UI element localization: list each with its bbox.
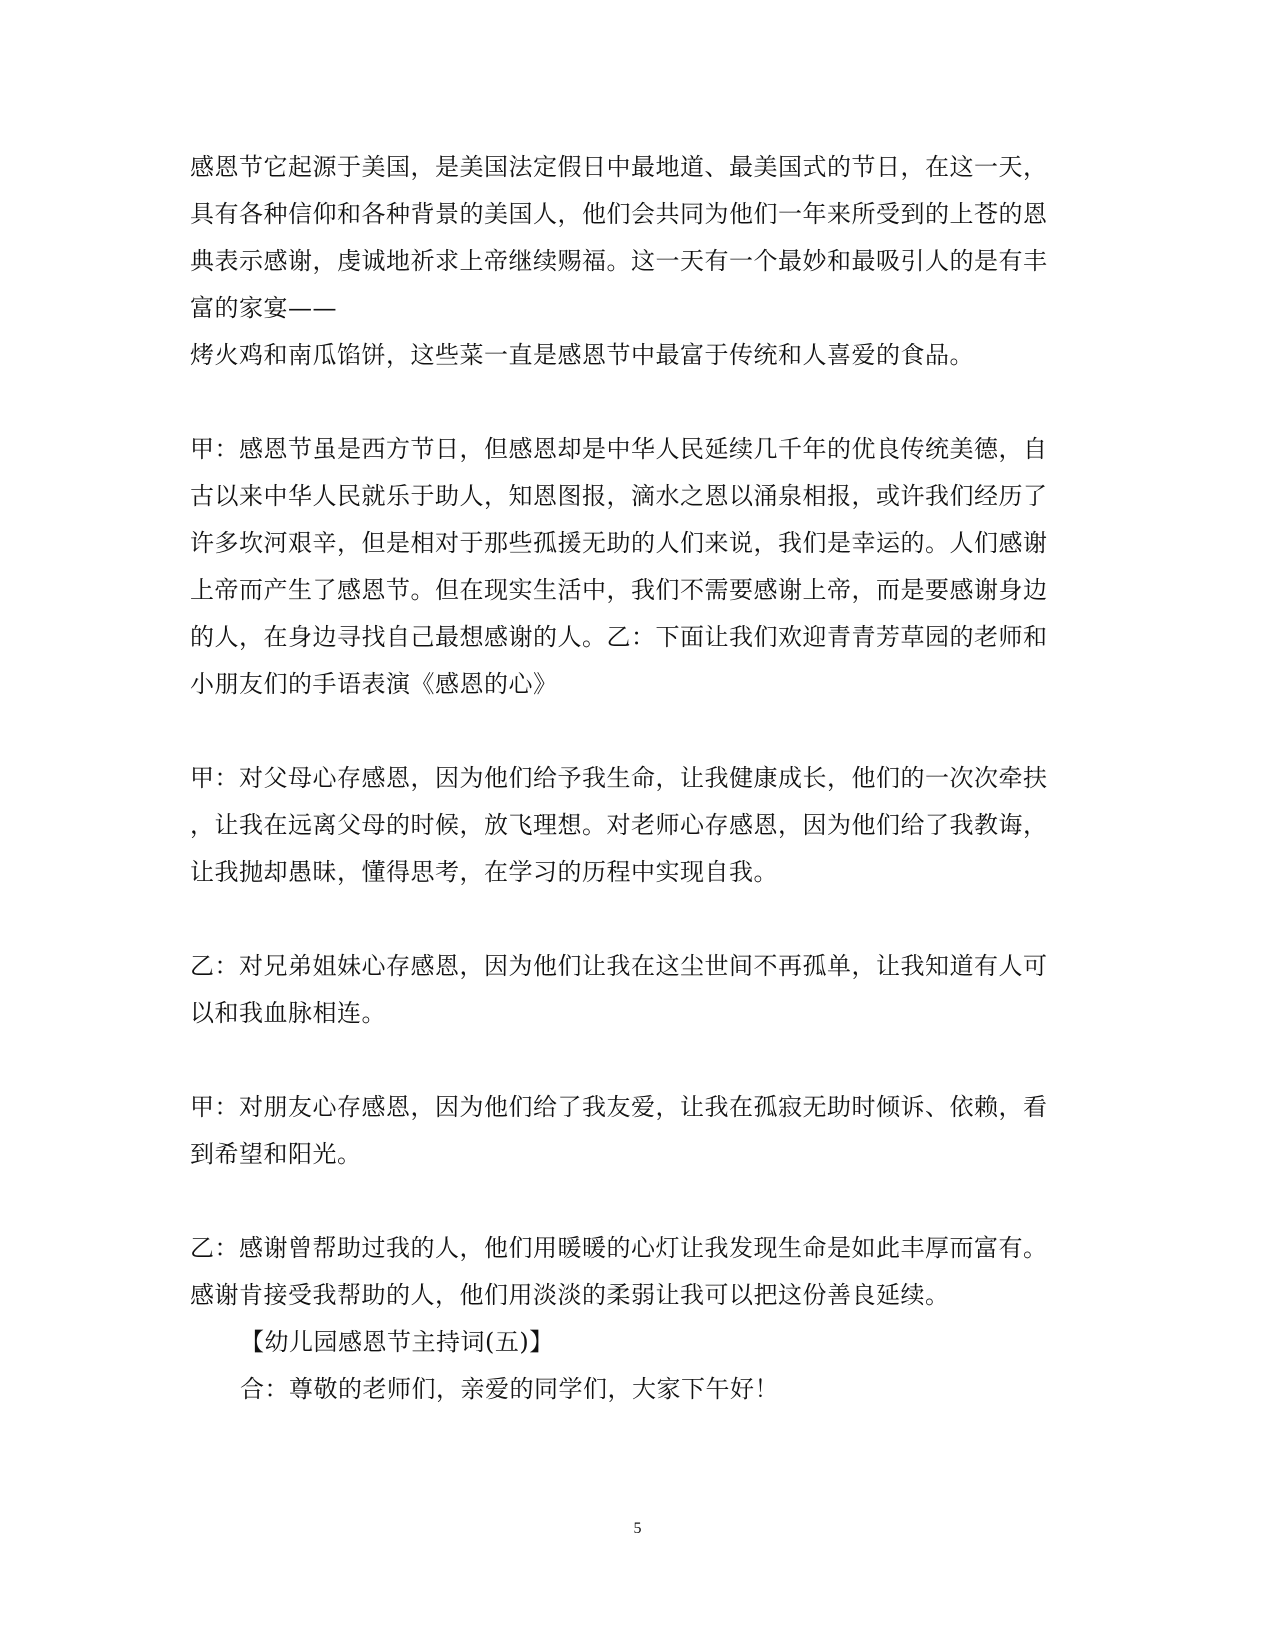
paragraph-5-line-1: 甲：对朋友心存感恩，因为他们给了我友爱，让我在孤寂无助时倾诉、依赖，看 — [190, 1093, 1048, 1121]
paragraph-2-line-3: 许多坎河艰辛，但是相对于那些孤援无助的人们来说，我们是幸运的。人们感谢 — [190, 529, 1048, 557]
paragraph-1-line-1: 感恩节它起源于美国，是美国法定假日中最地道、最美国式的节日，在这一天， — [190, 153, 1048, 181]
section-heading: 【幼儿园感恩节主持词(五)】 — [240, 1328, 554, 1356]
paragraph-4-line-1: 乙：对兄弟姐妹心存感恩，因为他们让我在这尘世间不再孤单，让我知道有人可 — [190, 952, 1048, 980]
paragraph-6-line-1: 乙：感谢曾帮助过我的人，他们用暖暖的心灯让我发现生命是如此丰厚而富有。 — [190, 1234, 1048, 1262]
paragraph-6-line-2: 感谢肯接受我帮助的人，他们用淡淡的柔弱让我可以把这份善良延续。 — [190, 1281, 950, 1309]
paragraph-1-line-3: 典表示感谢，虔诚地祈求上帝继续赐福。这一天有一个最妙和最吸引人的是有丰 — [190, 247, 1048, 275]
page-number: 5 — [633, 1520, 642, 1537]
paragraph-5-line-2: 到希望和阳光。 — [190, 1140, 362, 1168]
paragraph-4-line-2: 以和我血脉相连。 — [190, 999, 386, 1027]
greeting-line: 合：尊敬的老师们，亲爱的同学们，大家下午好！ — [240, 1375, 779, 1403]
paragraph-3-line-2: ，让我在远离父母的时候，放飞理想。对老师心存感恩，因为他们给了我教诲， — [190, 811, 1048, 839]
paragraph-1-line-4: 富的家宴—— — [190, 294, 337, 322]
paragraph-3-line-1: 甲：对父母心存感恩，因为他们给予我生命，让我健康成长，他们的一次次牵扶 — [190, 764, 1048, 792]
paragraph-1-line-2: 具有各种信仰和各种背景的美国人，他们会共同为他们一年来所受到的上苍的恩 — [190, 200, 1048, 228]
paragraph-2-line-2: 古以来中华人民就乐于助人，知恩图报，滴水之恩以涌泉相报，或许我们经历了 — [190, 482, 1048, 510]
paragraph-2-line-5: 的人，在身边寻找自己最想感谢的人。乙：下面让我们欢迎青青芳草园的老师和 — [190, 623, 1048, 651]
paragraph-2-line-4: 上帝而产生了感恩节。但在现实生活中，我们不需要感谢上帝，而是要感谢身边 — [190, 576, 1048, 604]
paragraph-2-line-6: 小朋友们的手语表演《感恩的心》 — [190, 670, 558, 698]
paragraph-3-line-3: 让我抛却愚昧，懂得思考，在学习的历程中实现自我。 — [190, 858, 778, 886]
paragraph-2-line-1: 甲：感恩节虽是西方节日，但感恩却是中华人民延续几千年的优良传统美德，自 — [190, 435, 1048, 463]
paragraph-1-line-5: 烤火鸡和南瓜馅饼，这些菜一直是感恩节中最富于传统和人喜爱的食品。 — [190, 341, 974, 369]
